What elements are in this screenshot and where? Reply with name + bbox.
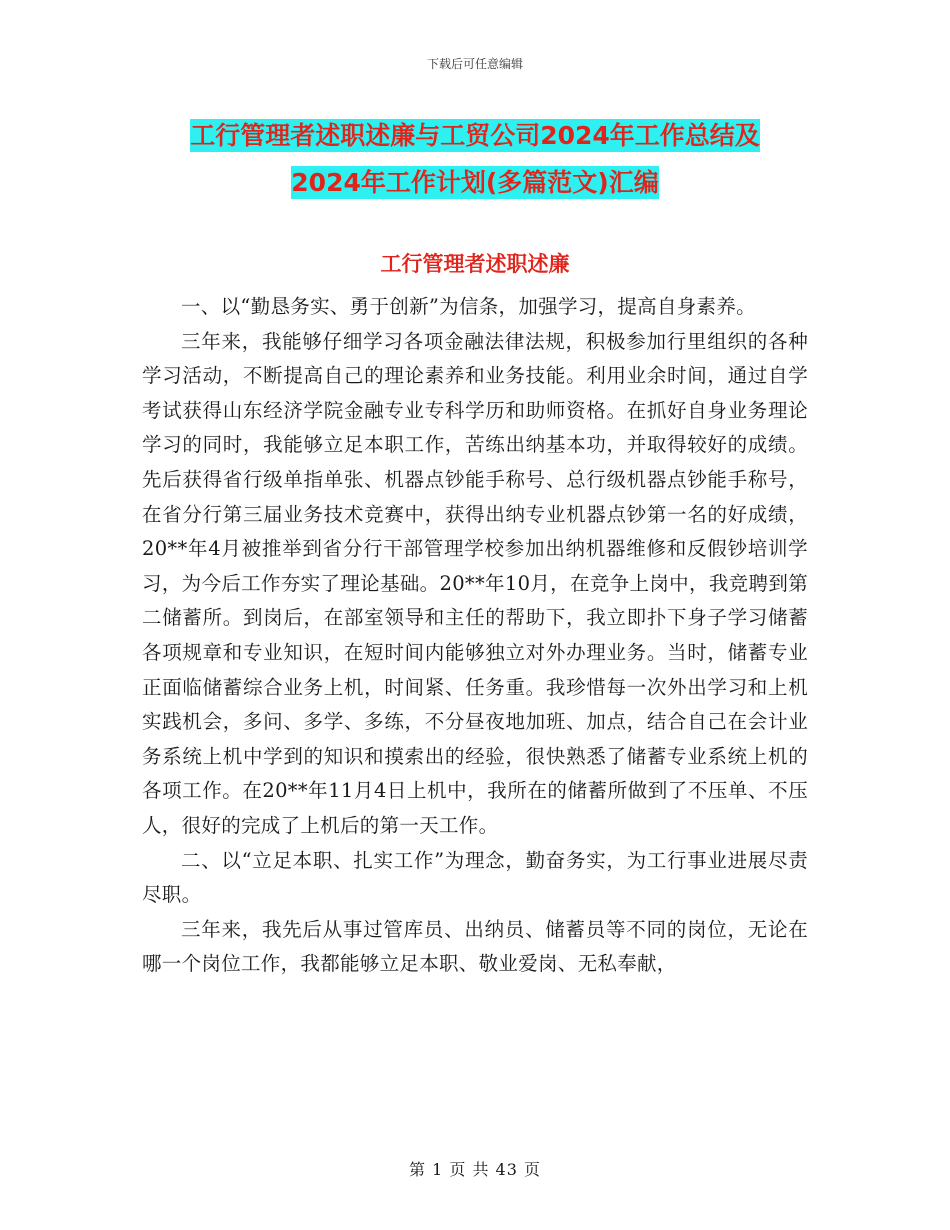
paragraph: 一、以“勤恳务实、勇于创新”为信条，加强学习，提高自身素养。 [181,295,756,318]
document-body [142,290,808,982]
header-note: 下载后可任意编辑 [426,57,523,71]
document-title-line-2: 2024年工作计划(多篇范文)汇编 [291,168,659,197]
document-title [140,112,810,206]
page-number: 第 1 页 共 43 页 [409,1160,541,1179]
paragraph: 三年来，我先后从事过管库员、出纳员、储蓄员等不同的岗位，无论在哪一个岗位工作，我都能够立足本职、敬业爱岗、无私奉献， [142,917,808,976]
section-title: 工行管理者述职述廉 [380,252,570,276]
paragraph: 三年来，我能够仔细学习各项金融法律法规，积极参加行里组织的各种学习活动，不断提高自己的理论素养和业务技能。利用业余时间，通过自学考试获得山东经济学院金融专业专科学历和助师资格。在抓好自身业务理论学习的同时，我能够立足本职工作，苦练出纳基本功，并取得较好的成绩。先后获得省行级单指单张、机器点钞能手称号、总行级机器点钞能手称号，在省分行第三届业务技术竞赛中，获得出纳专业机器点钞第一名的好成绩，20**年4月被推举到省分行干部管理学校参加出纳机器维修和反假钞培训学习，为今后工作夯实了理论基础。20**年10月，在竞争上岗中，我竞聘到第二储蓄所。到岗后，在部室领导和主任的帮助下，我立即扑下身子学习储蓄各项规章和专业知识，在短时间内能够独立对外办理业务。当时，储蓄专业正面临储蓄综合业务上机，时间紧、任务重。我珍惜每一次外出学习和上机实践机会，多问、多学、多练，不分昼夜地加班、加点，结合自己在会计业务系统上机中学到的知识和摸索出的经验，很快熟悉了储蓄专业系统上机的各项工作。在20**年11月4日上机中，我所在的储蓄所做到了不压单、不压人，很好的完成了上机后的第一天工作。 [142,329,808,837]
document-title-line-1: 工行管理者述职述廉与工贸公司2024年工作总结及 [190,121,760,150]
paragraph: 二、以“立足本职、扎实工作”为理念，勤奋务实，为工行事业进展尽责尽职。 [142,848,808,907]
